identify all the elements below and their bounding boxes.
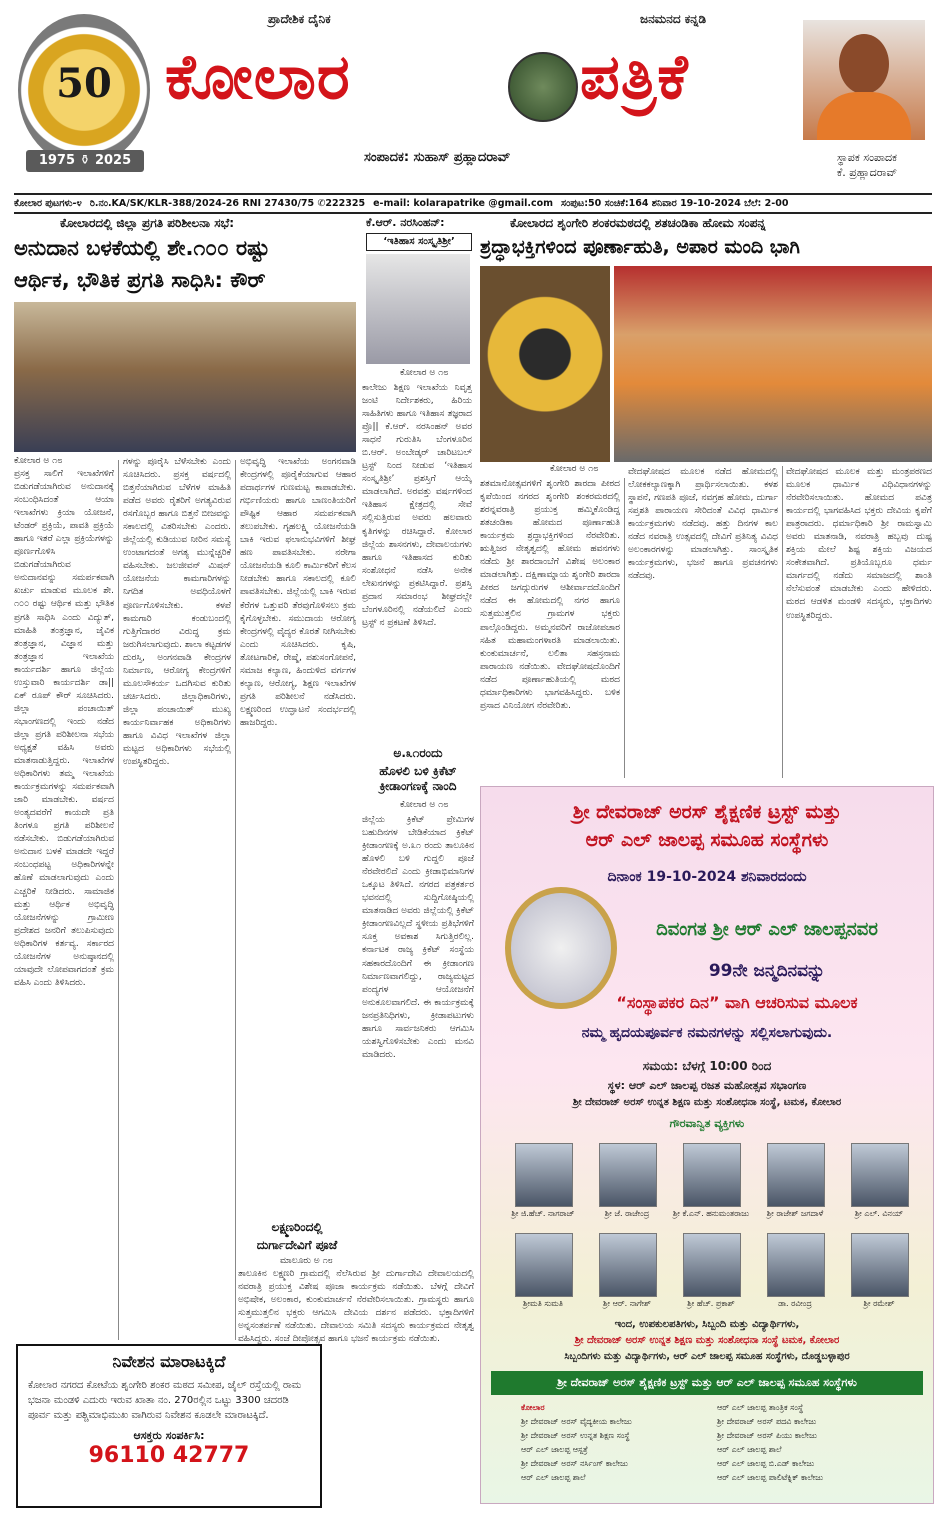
elephant-coin-logo (508, 52, 578, 122)
ad-date: ದಿನಾಂಕ 19-10-2024 ಶನಿವಾರದಂದು (607, 869, 807, 885)
founder-credit (808, 150, 926, 180)
story2-dateline: ಕೋಲಾರ ಅ ೧೮ (400, 368, 449, 378)
institution-item: ಕೋಲಾರ (521, 1403, 545, 1412)
guest-name: ಶ್ರೀ ಕೆ.ಎನ್. ಹನುಮಂತರಾಜು (672, 1209, 750, 1218)
guest-photo (851, 1143, 909, 1207)
institution-item: ಆರ್ ಎಲ್ ಜಾಲಪ್ಪ ಶಾಲೆ (521, 1473, 586, 1482)
guest-photo (851, 1233, 909, 1297)
ad-venue-line2: ಶ್ರೀ ದೇವರಾಜ್ ಅರಸ್ ಉನ್ನತ ಶಿಕ್ಷಣ ಮತ್ತು ಸಂಶೋಧನಾ ಸಂಸ್ಥೆ, ಟಮಕ, ಕೋಲಾರ (572, 1097, 842, 1108)
guest-photo (515, 1233, 573, 1297)
guest-photo (683, 1143, 741, 1207)
story3-dateline: ಕೋಲಾರ ಅ ೧೮ (400, 800, 449, 810)
guest-name: ಶ್ರೀ ರಾಜೇಶ್ ಜಗದಾಳೆ (766, 1209, 824, 1218)
story1-column-3: ಅಭಿವೃದ್ಧಿ ಇಲಾಖೆಯ ಅಂಗನವಾಡಿ ಕೇಂದ್ರಗಳಲ್ಲಿ ಪೂರೈಕೆಯಾಗುವ ಆಹಾರ ಪದಾರ್ಥಗಳ ಗುಣಮಟ್ಟ ಕಾಪಾಡಬೇಕು. ಗರ್ಭಿಣಿಯರು ಹಾಗೂ ಬಾಣಂತಿಯರಿಗೆ ಪೌಷ್ಟಿಕ ಆಹಾರ ಸಮರ್ಪಕವಾಗಿ ತಲುಪಬೇಕು. ಗೃಹಲಕ್ಷ್ಮಿ ಯೋಜನೆಯಡಿ ಬಾಕಿ ಇರುವ ಫಲಾನುಭವಿಗಳಿಗೆ ಶೀಘ್ರ ಹಣ ಪಾವತಿಸಬೇಕು. ನರೇಗಾ ಯೋಜನೆಯಡಿ ಕೂಲಿ ಕಾರ್ಮಿಕರಿಗೆ ಕೆಲಸ ನೀಡಬೇಕು ಹಾಗೂ ಸಕಾಲದಲ್ಲಿ ಕೂಲಿ ಪಾವತಿಸಬೇಕು. ಜಿಲ್ಲೆಯಲ್ಲಿ ಬಾಕಿ ಇರುವ ಕೆರೆಗಳ ಒತ್ತುವರಿ ತೆರವುಗೊಳಿಸಲು ಕ್ರಮ ಕೈಗೊಳ್ಳಬೇಕು. ಸಮುದಾಯ ಆರೋಗ್ಯ ಕೇಂದ್ರಗಳಲ್ಲಿ ವೈದ್ಯರ ಕೊರತೆ ನೀಗಿಸಬೇಕು ಎಂದು ಸೂಚಿಸಿದರು. ಕೃಷಿ, ತೋಟಗಾರಿಕೆ, ರೇಷ್ಮೆ, ಪಶುಸಂಗೋಪನೆ, ಸಮಾಜ ಕಲ್ಯಾಣ, ಹಿಂದುಳಿದ ವರ್ಗಗಳ ಕಲ್ಯಾಣ, ಆರೋಗ್ಯ, ಶಿಕ್ಷಣ ಇಲಾಖೆಗಳ ಪ್ರಗತಿ ಪರಿಶೀಲನೆ ನಡೆಸಿದರು. ಲಕ್ಷ್ಮಣರಿಂದ ಉದ್ಘಾಟನೆ ಸಂದರ್ಭದಲ್ಲಿ ಹಾಜರಿದ್ದರು. (240, 457, 356, 728)
guest-name: ಶ್ರೀ ರಮೇಶ್ (863, 1299, 895, 1308)
ad-venue-line1: ಸ್ಥಳ: ಆರ್ ಎಲ್ ಜಾಲಪ್ಪ ರಜತ ಮಹೋತ್ಸವ ಸಭಾಂಗಣ (607, 1079, 807, 1092)
newspaper-title-part2: ಪತ್ರಿಕೆ (580, 40, 689, 113)
story3-kicker: ಅ.೩೧ರಂದು (393, 746, 443, 760)
page-count: ಕೋಲಾರ ಪುಟಗಳು-೪ (14, 198, 82, 209)
story1-kicker: ಕೋಲಾರದಲ್ಲಿ ಜಿಲ್ಲಾ ಪ್ರಗತಿ ಪರಿಶೀಲನಾ ಸಭೆ: (60, 216, 235, 230)
newspaper-title-part1: ಕೋಲಾರ (165, 40, 351, 113)
founder-name: ಕೆ. ಪ್ರಹ್ಲಾದರಾವ್ (836, 166, 898, 179)
issue-details: ಸಂಪುಟ:50 ಸಂಚಿಕೆ:164 ಶನಿವಾರ 19-10-2024 ಬೆಲೆ: 2-00 (561, 198, 789, 209)
ad-title-line1: ಶ್ರೀ ದೇವರಾಜ್ ಅರಸ್ ಶೈಕ್ಷಣಿಕ ಟ್ರಸ್ಟ್ ಮತ್ತು (572, 801, 842, 823)
story5-column-2: ವೇದಘೋಷದ ಮೂಲಕ ನಡೆದ ಹೋಮದಲ್ಲಿ ಲೋಕಕಲ್ಯಾಣಕ್ಕಾಗಿ ಪ್ರಾರ್ಥಿಸಲಾಯಿತು. ಕಳಶ ಸ್ಥಾಪನೆ, ಗಣಪತಿ ಪೂಜೆ, ನವಗ್ರಹ ಹೋಮ, ದುರ್ಗಾ ಸಪ್ತಶತಿ ಪಾರಾಯಣ ಸೇರಿದಂತೆ ವಿವಿಧ ಧಾರ್ಮಿಕ ಕಾರ್ಯಕ್ರಮಗಳು ನಡೆದವು. ಹತ್ತು ದಿನಗಳ ಕಾಲ ನಡೆದ ನವರಾತ್ರಿ ಉತ್ಸವದಲ್ಲಿ ದೇವಿಗೆ ಪ್ರತಿನಿತ್ಯ ವಿವಿಧ ಅಲಂಕಾರಗಳನ್ನು ಮಾಡಲಾಗಿತ್ತು. ಸಾಂಸ್ಕೃತಿಕ ಕಾರ್ಯಕ್ರಮಗಳು, ಭಜನೆ ಹಾಗೂ ಪ್ರವಚನಗಳು ನಡೆದವು. (628, 467, 778, 582)
founder-portrait (803, 20, 925, 140)
editor-credit: ಸಂಪಾದಕ: ಸುಹಾಸ್ ಪ್ರಹ್ಲಾದರಾವ್ (364, 150, 511, 165)
guest-photo (515, 1143, 573, 1207)
story1-dateline: ಕೋಲಾರ ಅ ೧೮ (14, 456, 63, 466)
column-divider (782, 466, 783, 778)
institution-item: ಶ್ರೀ ದೇವರಾಜ್ ಅರಸ್ ವೈದ್ಯಕೀಯ ಕಾಲೇಜು (521, 1417, 632, 1426)
ad-founder-portrait (505, 887, 617, 1009)
guest-name: ಶ್ರೀ ಹೆಚ್. ಪ್ರಕಾಶ್ (687, 1299, 735, 1308)
guest-name: ಡಾ. ರವೀಂದ್ರ (778, 1299, 812, 1308)
classified-contact-label: ಆಸಕ್ತರು ಸಂಪರ್ಕಿಸಿ: (133, 1429, 205, 1442)
registration-number: ರಿ.ನಂ.KA/SK/KLR-388/2024-26 RNI 27430/75 ✆222325 (89, 198, 366, 209)
ad-title-line2: ಆರ್ ಎಲ್ ಜಾಲಪ್ಪ ಸಮೂಹ ಸಂಸ್ಥೆಗಳು (585, 829, 829, 851)
column-divider (624, 478, 625, 778)
story5-deity-photo (480, 266, 610, 462)
golden-jubilee-emblem (18, 14, 150, 166)
classified-phone: 96110 42777 (88, 1443, 250, 1468)
ad-institutions-left (521, 1401, 706, 1485)
story1-column-1: ಪ್ರಸಕ್ತ ಸಾಲಿಗೆ ಇಲಾಖೆಗಳಿಗೆ ಬಿಡುಗಡೆಯಾಗಿರುವ ಅನುದಾನಕ್ಕೆ ಸಂಬಂಧಿಸಿದಂತೆ ಆಯಾ ಇಲಾಖೆಗಳು ಕ್ರಿಯಾ ಯೋಜನೆ, ಟೆಂಡರ್ ಪ್ರಕ್ರಿಯೆ, ಪಾವತಿ ಪ್ರಕ್ರಿಯೆ ಹಾಗೂ ಇತರೆ ಎಲ್ಲಾ ಪ್ರಕ್ರಿಯೆಗಳನ್ನು ಪೂರ್ಣಗೊಳಿಸಿ ಬಿಡುಗಡೆಯಾಗಿರುವ ಅನುದಾನವನ್ನು ಸಮರ್ಪಕವಾಗಿ ಖರ್ಚು ಮಾಡುವ ಮೂಲಕ ಶೇ. ೧೦೦ ರಷ್ಟು ಆರ್ಥಿಕ ಮತ್ತು ಭೌತಿಕ ಪ್ರಗತಿ ಸಾಧಿಸಿ ಎಂದು ವಿದ್ಯುತ್, ಮಾಹಿತಿ ತಂತ್ರಜ್ಞಾನ, ಜೈವಿಕ ತಂತ್ರಜ್ಞಾನ, ವಿಜ್ಞಾನ ಮತ್ತು ತಂತ್ರಜ್ಞಾನ ಇಲಾಖೆಯ ಕಾರ್ಯದರ್ಶಿ ಹಾಗೂ ಜಿಲ್ಲೆಯ ಉಸ್ತುವಾರಿ ಕಾರ್ಯದರ್ಶಿ ಡಾ|| ಏಕ್ ರೂಪ್ ಕೌರ್ ಸೂಚಿಸಿದರು. ಜಿಲ್ಲಾ ಪಂಚಾಯಿತ್ ಸಭಾಂಗಣದಲ್ಲಿ ಇಂದು ನಡೆದ ಜಿಲ್ಲಾ ಪ್ರಗತಿ ಪರಿಶೀಲನಾ ಸಭೆಯ ಅಧ್ಯಕ್ಷತೆ ವಹಿಸಿ ಅವರು ಮಾತನಾಡುತ್ತಿದ್ದರು. ಇಲಾಖೆಗಳ ಅಧಿಕಾರಿಗಳು ತಮ್ಮ ಇಲಾಖೆಯ ಕಾರ್ಯಕ್ರಮಗಳನ್ನು ಸಮರ್ಪಕವಾಗಿ ಜಾರಿ ಮಾಡಬೇಕು. ವರ್ಷದ ಅಂತ್ಯದವರೆಗೆ ಕಾಯದೇ ಪ್ರತಿ ತಿಂಗಳೂ ಪ್ರಗತಿ ಪರಿಶೀಲನೆ ನಡೆಸಬೇಕು. ಬಿಡುಗಡೆಯಾಗಿರುವ ಅನುದಾನ ಬಳಕೆ ಮಾಡದೇ ಇದ್ದರೆ ಸಂಬಂಧಪಟ್ಟ ಅಧಿಕಾರಿಗಳನ್ನೇ ಹೊಣೆ ಮಾಡಲಾಗುವುದು ಎಂದು ಎಚ್ಚರಿಕೆ ನೀಡಿದರು. ಸಾಮಾಜಿಕ ಮತ್ತು ಆರ್ಥಿಕ ಅಭಿವೃದ್ಧಿ ಯೋಜನೆಗಳನ್ನು ಗ್ರಾಮೀಣ ಪ್ರದೇಶದ ಜನರಿಗೆ ತಲುಪಿಸುವುದು ಅಧಿಕಾರಿಗಳ ಕರ್ತವ್ಯ. ಸರ್ಕಾರದ ಯೋಜನೆಗಳ ಅನುಷ್ಠಾನದಲ್ಲಿ ಯಾವುದೇ ಲೋಪವಾಗದಂತೆ ಕ್ರಮ ವಹಿಸಿ ಎಂದು ತಿಳಿಸಿದರು. (14, 469, 114, 988)
institution-item: ಆರ್ ಎಲ್ ಜಾಲಪ್ಪ ಆಸ್ಪತ್ರೆ (521, 1445, 588, 1454)
ad-from-line1: ಇಂದ, ಉಪಕುಲಪತಿಗಳು, ಸಿಬ್ಬಂದಿ ಮತ್ತು ವಿದ್ಯಾರ್ಥಿಗಳು, (614, 1319, 800, 1330)
ad-late-founder: ದಿವಂಗತ ಶ್ರೀ ಆರ್ ಎಲ್ ಜಾಲಪ್ಪನವರ (656, 919, 878, 940)
story5-caption: ಕೋಲಾರ ಅ ೧೮ (550, 464, 599, 474)
institution-item: ಶ್ರೀ ದೇವರಾಜ್ ಅರಸ್ ಪಿಯು ಕಾಲೇಜು (717, 1431, 817, 1440)
institution-item: ಆರ್ ಎಲ್ ಜಾಲಪ್ಪ ಶಾಲೆ (717, 1445, 782, 1454)
story2-kicker: ಕೆ.ಆರ್. ನರಸಿಂಹನ್: (366, 216, 445, 229)
ad-guests-label: ಗೌರವಾನ್ವಿತ ವ್ಯಕ್ತಿಗಳು (669, 1117, 745, 1130)
guest-name: ಶ್ರೀ ಜಿ.ಹೆಚ್. ನಾಗರಾಜ್ (511, 1209, 575, 1218)
story5-column-1: ಶತಮಾನೋತ್ಸವಗಳಿಗೆ ಶೃಂಗೇರಿ ಶಾರದಾ ಪೀಠದ ಕೃಪೆಯಿಂದ ನಗರದ ಶೃಂಗೇರಿ ಶಂಕರಮಠದಲ್ಲಿ ಶರನ್ನವರಾತ್ರಿ ಪ್ರಯುಕ್ತ ಹಮ್ಮಿಕೊಂಡಿದ್ದ ಶತಚಂಡಿಕಾ ಹೋಮದ ಪೂರ್ಣಾಹುತಿ ಕಾರ್ಯಕ್ರಮ ಶ್ರದ್ಧಾಭಕ್ತಿಗಳಿಂದ ನೆರವೇರಿತು. ಋತ್ವಿಜರ ನೇತೃತ್ವದಲ್ಲಿ ಹೋಮ ಹವನಗಳು ನಡೆದು ಶ್ರೀ ಶಾರದಾಂಬೆಗೆ ವಿಶೇಷ ಅಲಂಕಾರ ಮಾಡಲಾಗಿತ್ತು. ದಕ್ಷಿಣಾಮ್ನಾಯ ಶೃಂಗೇರಿ ಶಾರದಾ ಪೀಠದ ಜಗದ್ಗುರುಗಳ ಆಶೀರ್ವಾದದೊಂದಿಗೆ ನಡೆದ ಈ ಹೋಮದಲ್ಲಿ ನಗರ ಹಾಗೂ ಸುತ್ತಮುತ್ತಲಿನ ಗ್ರಾಮಗಳ ಭಕ್ತರು ಪಾಲ್ಗೊಂಡಿದ್ದರು. ಅಮ್ಮನವರಿಗೆ ರಾಜೋಪಚಾರ ಸಹಿತ ಮಹಾಮಂಗಳಾರತಿ ಮಾಡಲಾಯಿತು. ಕುಂಕುಮಾರ್ಚನೆ, ಲಲಿತಾ ಸಹಸ್ರನಾಮ ಪಾರಾಯಣ ನಡೆಯಿತು. ವೇದಘೋಷದೊಂದಿಗೆ ನಡೆದ ಪೂರ್ಣಾಹುತಿಯಲ್ಲಿ ಮಠದ ಧರ್ಮಾಧಿಕಾರಿಗಳು ಭಾಗವಹಿಸಿದ್ದರು. ಬಳಿಕ ಪ್ರಸಾದ ವಿನಿಯೋಗ ನೆರವೇರಿತು. (480, 479, 620, 711)
tagline-left: ಪ್ರಾದೇಶಿಕ ದೈನಿಕ (268, 12, 331, 26)
founder-title: ಸ್ಥಾಪಕ ಸಂಪಾದಕ (836, 151, 898, 164)
ad-birthday: 99ನೇ ಜನ್ಮದಿನವನ್ನು (708, 961, 826, 981)
classified-ad-plot-sale (16, 1344, 322, 1508)
masthead (0, 0, 945, 190)
column-divider (235, 460, 236, 1340)
guest-name: ಶ್ರೀಮತಿ ಸುಮತಿ (522, 1299, 564, 1308)
guest-photo (767, 1143, 825, 1207)
story1-column-2: ಗಳನ್ನು ಪೂರೈಸಿ ಬೆಳೆಸಬೇಕು ಎಂದು ಸೂಚಿಸಿದರು. ಪ್ರಸಕ್ತ ವರ್ಷದಲ್ಲಿ ಬಿತ್ತನೆಯಾಗಿರುವ ಬೆಳೆಗಳ ಮಾಹಿತಿ ಪಡೆದ ಅವರು ರೈತರಿಗೆ ಅಗತ್ಯವಿರುವ ರಸಗೊಬ್ಬರ ಹಾಗೂ ಬಿತ್ತನೆ ಬೀಜವನ್ನು ಸಕಾಲದಲ್ಲಿ ವಿತರಿಸಬೇಕು ಎಂದರು. ಜಿಲ್ಲೆಯಲ್ಲಿ ಕುಡಿಯುವ ನೀರಿನ ಸಮಸ್ಯೆ ಉಂಟಾಗದಂತೆ ಅಗತ್ಯ ಮುನ್ನೆಚ್ಚರಿಕೆ ವಹಿಸಬೇಕು. ಜಲಜೀವನ್ ಮಿಷನ್ ಯೋಜನೆಯ ಕಾಮಗಾರಿಗಳನ್ನು ನಿಗದಿತ ಅವಧಿಯೊಳಗೆ ಪೂರ್ಣಗೊಳಿಸಬೇಕು. ಕಳಪೆ ಕಾಮಗಾರಿ ಕಂಡುಬಂದಲ್ಲಿ ಗುತ್ತಿಗೆದಾರರ ವಿರುದ್ಧ ಕ್ರಮ ಜರುಗಿಸಲಾಗುವುದು. ಶಾಲಾ ಕಟ್ಟಡಗಳ ದುರಸ್ತಿ, ಅಂಗನವಾಡಿ ಕೇಂದ್ರಗಳ ನಿರ್ಮಾಣ, ಆರೋಗ್ಯ ಕೇಂದ್ರಗಳಿಗೆ ಮೂಲಸೌಕರ್ಯ ಒದಗಿಸುವ ಕುರಿತು ಚರ್ಚಿಸಿದರು. ಜಿಲ್ಲಾಧಿಕಾರಿಗಳು, ಜಿಲ್ಲಾ ಪಂಚಾಯಿತ್ ಮುಖ್ಯ ಕಾರ್ಯನಿರ್ವಾಹಕ ಅಧಿಕಾರಿಗಳು ಹಾಗೂ ವಿವಿಧ ಇಲಾಖೆಗಳ ಜಿಲ್ಲಾ ಮಟ್ಟದ ಅಧಿಕಾರಿಗಳು ಸಭೆಯಲ್ಲಿ ಉಪಸ್ಥಿತರಿದ್ದರು. (123, 457, 231, 768)
story1-headline-line2: ಆರ್ಥಿಕ, ಭೌತಿಕ ಪ್ರಗತಿ ಸಾಧಿಸಿ: ಕೌರ್ (14, 268, 266, 292)
story5-kicker: ಕೋಲಾರದ ಶೃಂಗೇರಿ ಶಂಕರಮಠದಲ್ಲಿ ಶತಚಂಡಿಕಾ ಹೋಮ ಸಂಪನ್ನ (510, 216, 766, 230)
founders-day-advertisement (480, 786, 934, 1504)
story1-meeting-photo (14, 302, 356, 452)
story4-kicker: ಲಕ್ಷ್ಮಣರಿಂದಲ್ಲಿ (271, 1220, 323, 1234)
story4-headline: ದುರ್ಗಾದೇವಿಗೆ ಪೂಜೆ (256, 1238, 338, 1252)
story3-body: ಜಿಲ್ಲೆಯ ಕ್ರಿಕೆಟ್ ಪ್ರೇಮಿಗಳ ಬಹುದಿನಗಳ ಬೇಡಿಕೆಯಾದ ಕ್ರಿಕೆಟ್ ಕ್ರೀಡಾಂಗಣಕ್ಕೆ ಅ.೩೧ ರಂದು ತಾಲೂಕಿನ ಹೊಳಲಿ ಬಳಿ ಗುದ್ದಲಿ ಪೂಜೆ ನೆರವೇರಲಿದೆ ಎಂದು ಕ್ರೀಡಾಭಿಮಾನಿಗಳ ಒಕ್ಕೂಟ ತಿಳಿಸಿದೆ. ನಗರದ ಪತ್ರಕರ್ತರ ಭವನದಲ್ಲಿ ಸುದ್ದಿಗೋಷ್ಠಿಯಲ್ಲಿ ಮಾತನಾಡಿದ ಅವರು ಜಿಲ್ಲೆಯಲ್ಲಿ ಕ್ರಿಕೆಟ್ ಕ್ರೀಡಾಂಗಣವಿಲ್ಲದೆ ಸ್ಥಳೀಯ ಪ್ರತಿಭೆಗಳಿಗೆ ಸೂಕ್ತ ಅವಕಾಶ ಸಿಗುತ್ತಿರಲಿಲ್ಲ. ಕರ್ನಾಟಕ ರಾಜ್ಯ ಕ್ರಿಕೆಟ್ ಸಂಸ್ಥೆಯ ಸಹಕಾರದೊಂದಿಗೆ ಈ ಕ್ರೀಡಾಂಗಣ ನಿರ್ಮಾಣವಾಗಲಿದ್ದು, ರಾಜ್ಯಮಟ್ಟದ ಪಂದ್ಯಗಳ ಆಯೋಜನೆಗೆ ಅನುಕೂಲವಾಗಲಿದೆ. ಈ ಕಾರ್ಯಕ್ರಮಕ್ಕೆ ಜನಪ್ರತಿನಿಧಿಗಳು, ಕ್ರೀಡಾಪಟುಗಳು ಹಾಗೂ ಸಾರ್ವಜನಿಕರು ಆಗಮಿಸಿ ಯಶಸ್ವಿಗೊಳಿಸಬೇಕು ಎಂದು ಮನವಿ ಮಾಡಿದರು. (362, 815, 474, 1060)
story2-body: ಕಾಲೇಜು ಶಿಕ್ಷಣ ಇಲಾಖೆಯ ನಿವೃತ್ತ ಜಂಟಿ ನಿರ್ದೇಶಕರು, ಹಿರಿಯ ಸಾಹಿತಿಗಳು ಹಾಗೂ ಇತಿಹಾಸ ತಜ್ಞರಾದ ಪ್ರೊ|| ಕೆ.ಆರ್. ನರಸಿಂಹನ್ ಅವರ ಸಾಧನೆ ಗುರುತಿಸಿ ಬೆಂಗಳೂರಿನ ಬಿ.ಆರ್. ಅಂಬೇಡ್ಕರ್ ಚಾರಿಟಬಲ್ ಟ್ರಸ್ಟ್ ನಿಂದ ನೀಡುವ ‘ಇತಿಹಾಸ ಸಂಸ್ಕೃತಿಶ್ರೀ’ ಪ್ರಶಸ್ತಿಗೆ ಆಯ್ಕೆ ಮಾಡಲಾಗಿದೆ. ಅರವತ್ತು ವರ್ಷಗಳಿಂದ ಇತಿಹಾಸ ಕ್ಷೇತ್ರದಲ್ಲಿ ಸೇವೆ ಸಲ್ಲಿಸುತ್ತಿರುವ ಅವರು ಹಲವಾರು ಕೃತಿಗಳನ್ನು ರಚಿಸಿದ್ದಾರೆ. ಕೋಲಾರ ಜಿಲ್ಲೆಯ ಶಾಸನಗಳು, ದೇವಾಲಯಗಳು ಹಾಗೂ ಇತಿಹಾಸದ ಕುರಿತು ಸಂಶೋಧನೆ ನಡೆಸಿ ಅನೇಕ ಲೇಖನಗಳನ್ನು ಪ್ರಕಟಿಸಿದ್ದಾರೆ. ಪ್ರಶಸ್ತಿ ಪ್ರದಾನ ಸಮಾರಂಭ ಶೀಘ್ರದಲ್ಲೇ ಬೆಂಗಳೂರಿನಲ್ಲಿ ನಡೆಯಲಿದೆ ಎಂದು ಟ್ರಸ್ಟ್ ನ ಪ್ರಕಟಣೆ ತಿಳಿಸಿದೆ. (362, 383, 472, 628)
story5-headline: ಶ್ರದ್ಧಾಭಕ್ತಿಗಳಿಂದ ಪೂರ್ಣಾಹುತಿ, ಅಪಾರ ಮಂದಿ ಭಾಗಿ (480, 236, 800, 258)
guest-photo (683, 1233, 741, 1297)
story5-homa-photo (614, 266, 932, 462)
ad-time: ಸಮಯ: ಬೆಳಗ್ಗೆ 10:00 ರಿಂದ (642, 1059, 772, 1073)
story3-headline: ಹೊಳಲಿ ಬಳಿ ಕ್ರಿಕೆಟ್ ಕ್ರೀಡಾಂಗಣಕ್ಕೆ ನಾಂದಿ (379, 764, 457, 793)
guest-name: ಶ್ರೀ ಜೆ. ರಾಜೇಂದ್ರ (604, 1209, 650, 1218)
story5-column-3: ವೇದಘೋಷದ ಮೂಲಕ ಮತ್ತು ಮಂತ್ರಪಠಣದ ಮೂಲಕ ಧಾರ್ಮಿಕ ವಿಧಿವಿಧಾನಗಳನ್ನು ನೆರವೇರಿಸಲಾಯಿತು. ಹೋಮದ ಪವಿತ್ರ ಕಾರ್ಯದಲ್ಲಿ ಭಾಗವಹಿಸಿದ ಭಕ್ತರು ದೇವಿಯ ಕೃಪೆಗೆ ಪಾತ್ರರಾದರು. ಧರ್ಮಾಧಿಕಾರಿ ಶ್ರೀ ರಾಮಸ್ವಾಮಿ ಅವರು ಮಾತನಾಡಿ, ನವರಾತ್ರಿ ಹಬ್ಬವು ದುಷ್ಟ ಶಕ್ತಿಯ ಮೇಲೆ ಶಿಷ್ಟ ಶಕ್ತಿಯ ವಿಜಯದ ಸಂಕೇತವಾಗಿದೆ. ಪ್ರತಿಯೊಬ್ಬರೂ ಧರ್ಮ ಮಾರ್ಗದಲ್ಲಿ ನಡೆದು ಸಮಾಜದಲ್ಲಿ ಶಾಂತಿ ನೆಲೆಸುವಂತೆ ಮಾಡಬೇಕು ಎಂದು ಹೇಳಿದರು. ಮಠದ ಆಡಳಿತ ಮಂಡಳಿ ಸದಸ್ಯರು, ಭಕ್ತಾದಿಗಳು ಉಪಸ್ಥಿತರಿದ್ದರು. (786, 467, 932, 621)
emblem-years: 1975 ⚱ 2025 (26, 150, 144, 172)
story2-headline: ‘ಇತಿಹಾಸ ಸಂಸ್ಕೃತಿಶ್ರೀ’ (366, 233, 472, 251)
ad-green-banner: ಶ್ರೀ ದೇವರಾಜ್ ಅರಸ್ ಶೈಕ್ಷಣಿಕ ಟ್ರಸ್ಟ್ ಮತ್ತು ಆರ್ ಎಲ್ ಜಾಲಪ್ಪ ಸಮೂಹ ಸಂಸ್ಥೆಗಳು (491, 1371, 923, 1395)
institution-item: ಶ್ರೀ ದೇವರಾಜ್ ಅರಸ್ ಪದವಿ ಕಾಲೇಜು (717, 1417, 817, 1426)
guest-name: ಶ್ರೀ ಎಲ್. ವಿನಯ್ (854, 1209, 904, 1218)
ad-institutions-right (717, 1401, 907, 1485)
column-divider (118, 460, 119, 1340)
emblem-number: 50 (56, 60, 112, 107)
institution-item: ಆರ್ ಎಲ್ ಜಾಲಪ್ಪ ತಾಂತ್ರಿಕ ಸಂಸ್ಥೆ (717, 1403, 804, 1412)
ad-tribute: ನಮ್ಮ ಹೃದಯಪೂರ್ವಕ ನಮನಗಳನ್ನು ಸಲ್ಲಿಸಲಾಗುವುದು. (581, 1025, 833, 1041)
ad-from-line3: ಸಿಬ್ಬಂದಿಗಳು ಮತ್ತು ವಿದ್ಯಾರ್ಥಿಗಳು, ಆರ್ ಎಲ್ ಜಾಲಪ್ಪ ಸಮೂಹ ಸಂಸ್ಥೆಗಳು, ದೊಡ್ಡಬಳ್ಳಾಪುರ (564, 1351, 850, 1362)
story1-headline-line1: ಅನುದಾನ ಬಳಕೆಯಲ್ಲಿ ಶೇ.೧೦೦ ರಷ್ಟು (14, 236, 270, 260)
classified-body: ಕೋಲಾರ ನಗರದ ಕೋಟೆಯ ಶೃಂಗೇರಿ ಶಂಕರ ಮಠದ ಸಮೀಪ, ಜೈಲ್ ರಸ್ತೆಯಲ್ಲಿ ರಾಮ ಭಜನಾ ಮಂಡಳಿ ಎದುರು ಇರುವ ಖಾತಾ ನಂ. 270ರಲ್ಲಿನ ಒಟ್ಟು 3300 ಚದರಡಿ ಪೂರ್ವ ಮತ್ತು ಪಶ್ಚಿಮಾಭಿಮುಖ ವಾಗಿರುವ ನಿವೇಶನ ಕೂಡಲೇ ಮಾರಾಟಕ್ಕಿದೆ. (28, 1380, 302, 1421)
institution-item: ಶ್ರೀ ದೇವರಾಜ್ ಅರಸ್ ನರ್ಸಿಂಗ್ ಕಾಲೇಜು (521, 1459, 628, 1468)
institution-item: ಶ್ರೀ ದೇವರಾಜ್ ಅರಸ್ ಉನ್ನತ ಶಿಕ್ಷಣ ಸಂಸ್ಥೆ (521, 1431, 630, 1440)
guest-photo (599, 1143, 657, 1207)
email-address: e-mail: kolarapatrike @gmail.com (373, 198, 554, 209)
ad-founders-day: “ಸಂಸ್ಥಾಪಕರ ದಿನ” ವಾಗಿ ಆಚರಿಸುವ ಮೂಲಕ (616, 993, 858, 1012)
story2-portrait-photo (366, 254, 470, 364)
issue-info-bar (14, 193, 932, 214)
ad-from-line2: ಶ್ರೀ ದೇವರಾಜ್ ಅರಸ್ ಉನ್ನತ ಶಿಕ್ಷಣ ಮತ್ತು ಸಂಶೋಧನಾ ಸಂಸ್ಥೆ ಟಮಕ, ಕೋಲಾರ (574, 1335, 840, 1346)
classified-title: ನಿವೇಶನ ಮಾರಾಟಕ್ಕಿದೆ (112, 1352, 226, 1371)
guest-photo (767, 1233, 825, 1297)
story4-body: ತಾಲೂಕಿನ ಲಕ್ಷ್ಮಣರಿ ಗ್ರಾಮದಲ್ಲಿ ನೆಲೆಸಿರುವ ಶ್ರೀ ದುರ್ಗಾದೇವಿ ದೇವಾಲಯದಲ್ಲಿ ನವರಾತ್ರಿ ಪ್ರಯುಕ್ತ ವಿಶೇಷ ಪೂಜಾ ಕಾರ್ಯಕ್ರಮ ನಡೆಯಿತು. ಬೆಳಗ್ಗೆ ದೇವಿಗೆ ಅಭಿಷೇಕ, ಅಲಂಕಾರ, ಕುಂಕುಮಾರ್ಚನೆ ನೆರವೇರಿಸಲಾಯಿತು. ಗ್ರಾಮಸ್ಥರು ಹಾಗೂ ಸುತ್ತಮುತ್ತಲಿನ ಭಕ್ತರು ಆಗಮಿಸಿ ದೇವಿಯ ದರ್ಶನ ಪಡೆದರು. ಭಕ್ತಾದಿಗಳಿಗೆ ಅನ್ನಸಂತರ್ಪಣೆ ನಡೆಯಿತು. ದೇವಾಲಯ ಸಮಿತಿ ಸದಸ್ಯರು ಕಾರ್ಯಕ್ರಮದ ನೇತೃತ್ವ ವಹಿಸಿದ್ದರು. ಸಂಜೆ ದೀಪೋತ್ಸವ ಹಾಗೂ ಭಜನೆ ಕಾರ್ಯಕ್ರಮ ನಡೆಯಿತು. (238, 1269, 474, 1345)
tagline-right: ಜನಮನದ ಕನ್ನಡಿ (640, 12, 707, 26)
institution-item: ಆರ್ ಎಲ್ ಜಾಲಪ್ಪ ಬಿ.ಎಡ್ ಕಾಲೇಜು (717, 1459, 815, 1468)
guest-name: ಶ್ರೀ ಆರ್. ನಾಗೇಶ್ (603, 1299, 651, 1308)
story4-dateline: ಮಾಲೂರು ಅ ೧೮ (280, 1256, 333, 1266)
institution-item: ಆರ್ ಎಲ್ ಜಾಲಪ್ಪ ಪಾಲಿಟೆಕ್ನಿಕ್ ಕಾಲೇಜು (717, 1473, 824, 1482)
guest-photo (599, 1233, 657, 1297)
